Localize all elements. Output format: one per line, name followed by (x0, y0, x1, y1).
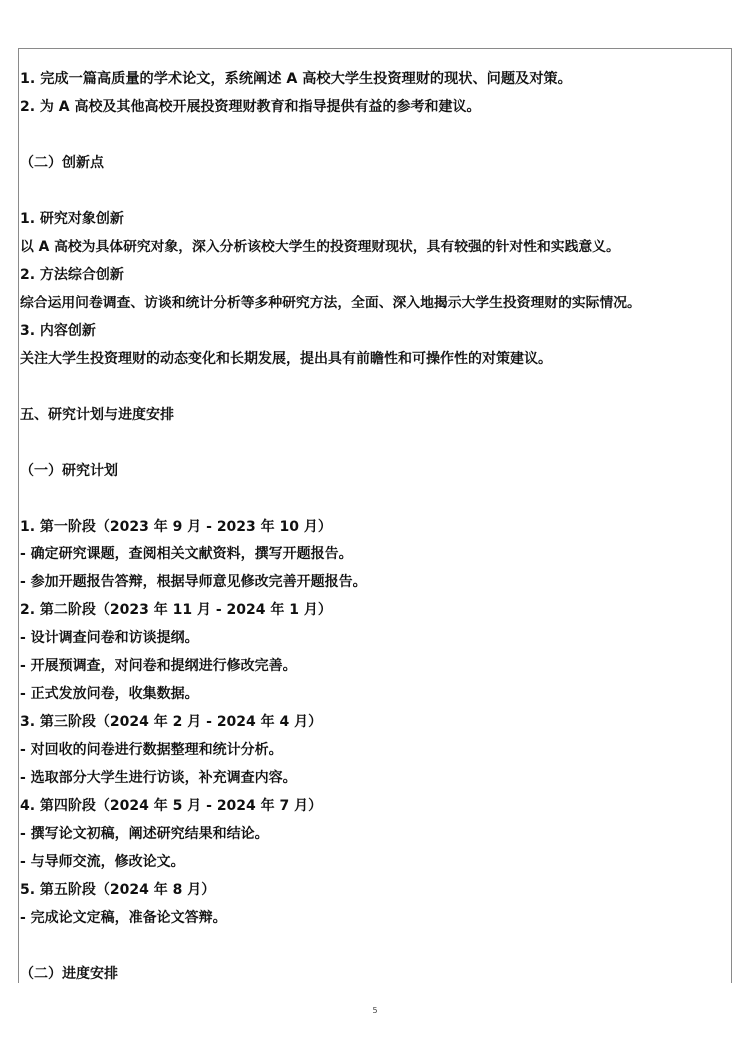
stage-2-item-2: - 开展预调查，对问卷和提纲进行修改完善。 (20, 658, 297, 674)
stage-3-title: 3. 第三阶段（2024 年 2 月 - 2024 年 4 月） (20, 714, 323, 730)
goal-line-2: 2. 为 A 高校及其他高校开展投资理财教育和指导提供有益的参考和建议。 (20, 99, 481, 115)
innovation-1-title: 1. 研究对象创新 (20, 211, 124, 227)
stage-2-title: 2. 第二阶段（2023 年 11 月 - 2024 年 1 月） (20, 602, 332, 618)
innovation-2-text: 综合运用问卷调查、访谈和统计分析等多种研究方法，全面、深入地揭示大学生投资理财的实际情况。 (20, 295, 641, 311)
stage-4-title: 4. 第四阶段（2024 年 5 月 - 2024 年 7 月） (20, 798, 323, 814)
innovation-heading: （二）创新点 (20, 155, 104, 171)
stage-4-item-1: - 撰写论文初稿，阐述研究结果和结论。 (20, 826, 269, 842)
innovation-2-title: 2. 方法综合创新 (20, 267, 124, 283)
section-five-heading: 五、研究计划与进度安排 (20, 407, 174, 423)
stage-1-title: 1. 第一阶段（2023 年 9 月 - 2023 年 10 月） (20, 519, 332, 535)
stage-5-title: 5. 第五阶段（2024 年 8 月） (20, 882, 216, 898)
innovation-3-title: 3. 内容创新 (20, 323, 96, 339)
stage-4-item-2: - 与导师交流，修改论文。 (20, 854, 185, 870)
stage-2-item-3: - 正式发放问卷，收集数据。 (20, 686, 199, 702)
stage-3-item-1: - 对回收的问卷进行数据整理和统计分析。 (20, 742, 283, 758)
stage-2-item-1: - 设计调查问卷和访谈提纲。 (20, 630, 199, 646)
goal-line-1: 1. 完成一篇高质量的学术论文，系统阐述 A 高校大学生投资理财的现状、问题及对策。 (20, 71, 572, 87)
innovation-1-text: 以 A 高校为具体研究对象，深入分析该校大学生的投资理财现状，具有较强的针对性和实践意义。 (20, 239, 620, 255)
stage-1-item-2: - 参加开题报告答辩，根据导师意见修改完善开题报告。 (20, 574, 367, 590)
research-plan-heading: （一）研究计划 (20, 463, 118, 479)
stage-3-item-2: - 选取部分大学生进行访谈，补充调查内容。 (20, 770, 297, 786)
stage-1-item-1: - 确定研究课题，查阅相关文献资料，撰写开题报告。 (20, 546, 353, 562)
page-number: 5 (372, 1006, 378, 1015)
schedule-heading: （二）进度安排 (20, 966, 118, 982)
stage-5-item-1: - 完成论文定稿，准备论文答辩。 (20, 910, 227, 926)
innovation-3-text: 关注大学生投资理财的动态变化和长期发展，提出具有前瞻性和可操作性的对策建议。 (20, 351, 552, 367)
